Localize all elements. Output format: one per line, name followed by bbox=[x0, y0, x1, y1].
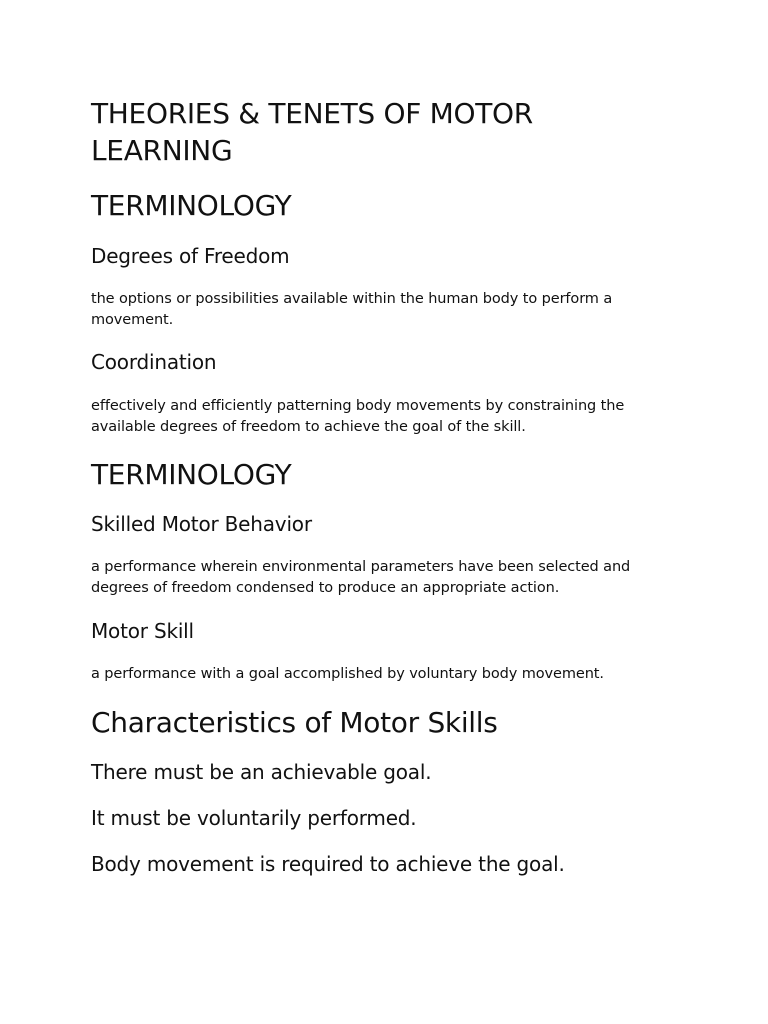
section-heading-terminology-2: TERMINOLOGY bbox=[91, 458, 292, 491]
definition-coordination-line-2: available degrees of freedom to achieve the goal of the skill. bbox=[91, 419, 526, 435]
characteristic-item-3: Body movement is required to achieve the goal. bbox=[91, 852, 565, 876]
section-heading-characteristics: Characteristics of Motor Skills bbox=[91, 706, 498, 739]
definition-degrees-of-freedom-line-1: the options or possibilities available within the human body to perform a bbox=[91, 291, 613, 307]
document-title-line-1: THEORIES & TENETS OF MOTOR bbox=[91, 97, 533, 130]
section-heading-terminology-1: TERMINOLOGY bbox=[91, 189, 292, 222]
definition-degrees-of-freedom-line-2: movement. bbox=[91, 312, 174, 328]
term-degrees-of-freedom: Degrees of Freedom bbox=[91, 244, 290, 268]
definition-skilled-motor-behavior-line-2: degrees of freedom condensed to produce an appropriate action. bbox=[91, 580, 560, 596]
term-motor-skill: Motor Skill bbox=[91, 619, 194, 643]
definition-skilled-motor-behavior-line-1: a performance wherein environmental parameters have been selected and bbox=[91, 559, 631, 575]
characteristic-item-1: There must be an achievable goal. bbox=[91, 760, 432, 784]
definition-motor-skill: a performance with a goal accomplished by voluntary body movement. bbox=[91, 666, 604, 682]
document-title-line-2: LEARNING bbox=[91, 134, 233, 167]
term-skilled-motor-behavior: Skilled Motor Behavior bbox=[91, 512, 312, 536]
term-coordination: Coordination bbox=[91, 350, 217, 374]
definition-coordination-line-1: effectively and efficiently patterning body movements by constraining the bbox=[91, 398, 625, 414]
characteristic-item-2: It must be voluntarily performed. bbox=[91, 806, 417, 830]
